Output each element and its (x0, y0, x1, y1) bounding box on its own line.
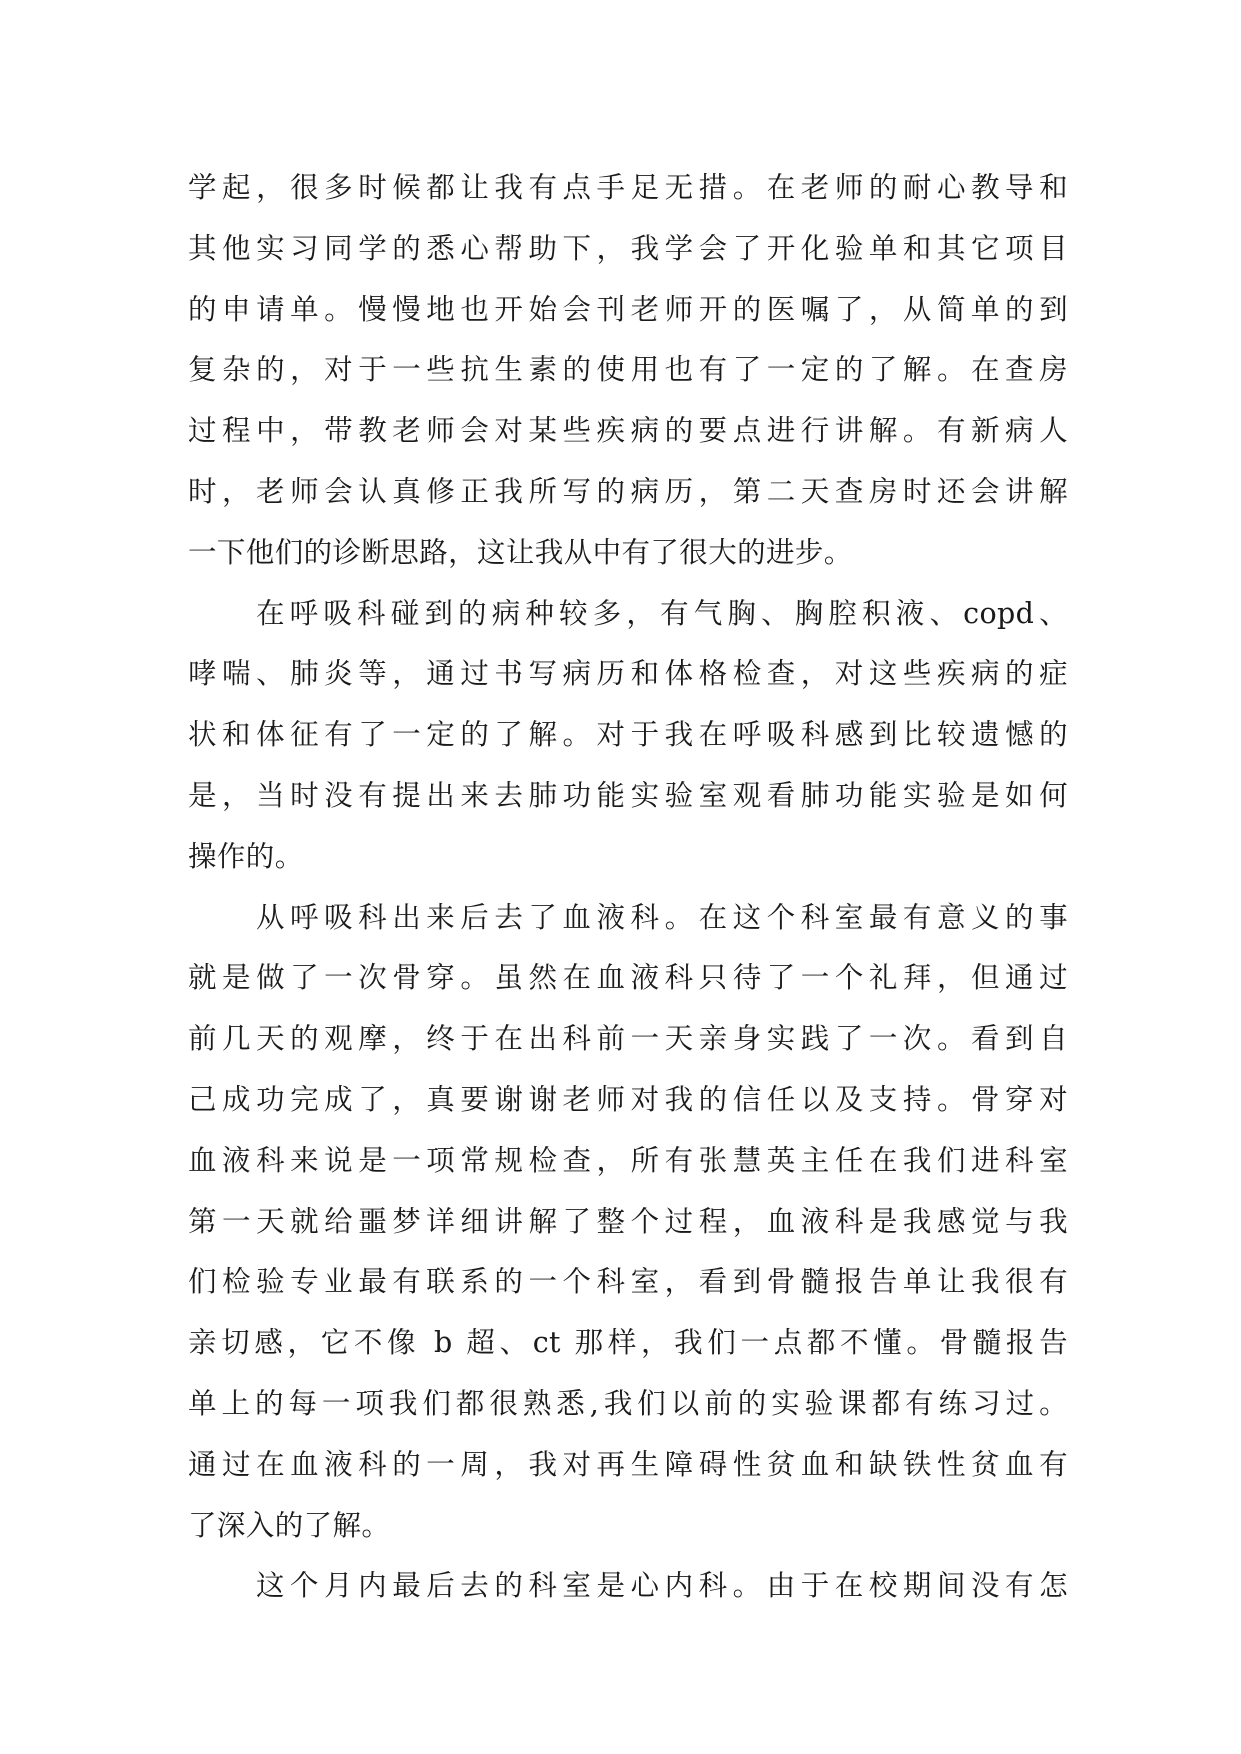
paragraph-3 (188, 888, 1068, 1557)
text-line: 通过在血液科的一周，我对再生障碍性贫血和缺铁性贫血有 (188, 1447, 1068, 1481)
text-line: 这个月内最后去的科室是心内科。由于在校期间没有怎 (256, 1569, 1068, 1603)
text-line: 己成功完成了，真要谢谢老师对我的信任以及支持。骨穿对 (188, 1082, 1068, 1116)
text-line: 亲切感，它不像 b 超、ct 那样，我们一点都不懂。骨髓报告 (188, 1326, 1068, 1360)
paragraph-1 (188, 158, 1068, 584)
text-line: 血液科来说是一项常规检查，所有张慧英主任在我们进科室 (188, 1143, 1068, 1177)
text-line: 的申请单。慢慢地也开始会刊老师开的医嘱了，从简单的到 (188, 292, 1068, 326)
text-line: 过程中，带教老师会对某些疾病的要点进行讲解。有新病人 (188, 414, 1068, 448)
text-line: 了深入的了解。 (188, 1508, 391, 1542)
text-line: 是，当时没有提出来去肺功能实验室观看肺功能实验是如何 (188, 778, 1068, 812)
text-line: 复杂的，对于一些抗生素的使用也有了一定的了解。在查房 (188, 353, 1068, 387)
text-line: 哮喘、肺炎等，通过书写病历和体格检查，对这些疾病的症 (188, 657, 1068, 691)
text-line: 状和体征有了一定的了解。对于我在呼吸科感到比较遗憾的 (188, 718, 1068, 752)
text-line: 一下他们的诊断思路，这让我从中有了很大的进步。 (188, 535, 853, 569)
text-line: 在呼吸科碰到的病种较多，有气胸、胸腔积液、copd、 (256, 596, 1068, 630)
body-text (188, 158, 1068, 1617)
text-line: 们检验专业最有联系的一个科室，看到骨髓报告单让我很有 (188, 1265, 1068, 1299)
text-line: 时，老师会认真修正我所写的病历，第二天查房时还会讲解 (188, 474, 1068, 508)
text-line: 其他实习同学的悉心帮助下，我学会了开化验单和其它项目 (188, 231, 1068, 265)
text-line: 前几天的观摩，终于在出科前一天亲身实践了一次。看到自 (188, 1022, 1068, 1056)
text-line: 第一天就给噩梦详细讲解了整个过程，血液科是我感觉与我 (188, 1204, 1068, 1238)
text-line: 就是做了一次骨穿。虽然在血液科只待了一个礼拜，但通过 (188, 961, 1068, 995)
paragraph-2 (188, 584, 1068, 888)
text-line: 单上的每一项我们都很熟悉,我们以前的实验课都有练习过。 (188, 1386, 1068, 1420)
paragraph-4 (188, 1556, 1068, 1617)
text-line: 从呼吸科出来后去了血液科。在这个科室最有意义的事 (256, 900, 1068, 934)
text-line: 操作的。 (188, 839, 304, 873)
text-line: 学起，很多时候都让我有点手足无措。在老师的耐心教导和 (188, 171, 1068, 204)
